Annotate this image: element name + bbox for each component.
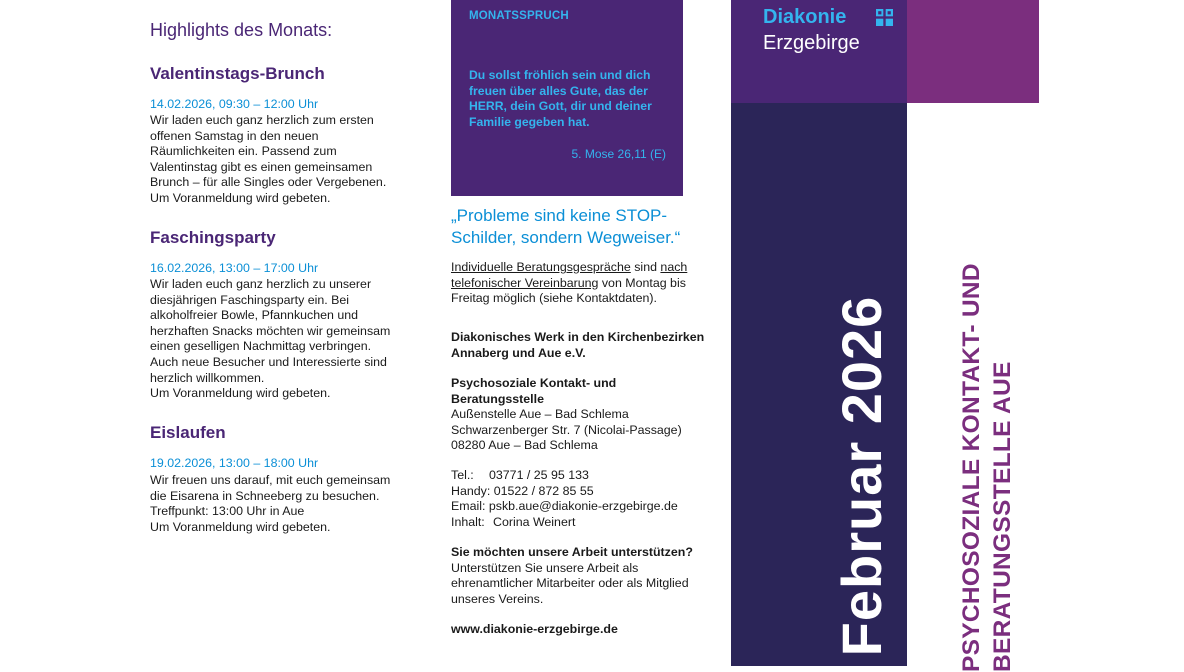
beratung-info: Individuelle Beratungsgespräche sind nach telefonischer Vereinbarung von Montag bis Freitag möglich (siehe Kontaktdaten). — [451, 260, 688, 306]
logo-box — [731, 0, 907, 103]
region-name: Erzgebirge — [763, 32, 860, 54]
event-text-valentine: Wir laden euch ganz herzlich zum ersten offenen Samstag in den neuen Räumlichkeiten ein. Passend zum Valentinstag gibt es einen gemeinsamen Brunch – für alle Singles oder Vergebenen. Um Voranmeldung wird gebeten. — [150, 113, 387, 205]
event-date-valentine: 14.02.2026, 09:30 – 12:00 Uhr — [150, 97, 319, 111]
monatsspruch-box — [451, 0, 683, 196]
monatsspruch-reference: 5. Mose 26,11 (E) — [571, 147, 666, 161]
support-section: Sie möchten unsere Arbeit unterstützen? Unterstützen Sie unsere Arbeit als ehrenamtlicher Mitarbeiter oder als Mitglied unseres Vereins. — [451, 545, 693, 606]
event-date-fasching: 16.02.2026, 13:00 – 17:00 Uhr — [150, 261, 319, 275]
email-address[interactable]: Email: pskb.aue@diakonie-erzgebirge.de — [451, 499, 678, 514]
diakonie-logo-icon — [876, 9, 893, 26]
cover-title-line-1: PSYCHOSOZIALE KONTAKT- UND — [958, 263, 985, 672]
cover-title-line-2: BERATUNGSSTELLE AUE — [989, 361, 1016, 672]
event-title-eislaufen: Eislaufen — [150, 423, 226, 442]
month-title: Februar 2026 — [829, 295, 893, 657]
cover-title-wrap — [947, 132, 1027, 672]
highlights-heading: Highlights des Monats: — [150, 20, 333, 40]
event-title-valentine: Valentinstags-Brunch — [150, 64, 325, 83]
event-title-fasching: Faschingsparty — [150, 228, 276, 247]
brand-name: Diakonie — [763, 6, 847, 28]
event-text-fasching: Wir laden euch ganz herzlich zu unserer diesjährigen Faschingsparty ein. Bei alkoholfreier Bowle, Pfannkuchen und herzhaften Snacks möchten wir gemeinsam einen geselligen Nachmittag verbringen. Auch neue Besucher und Interessierte sind herzlich willkommen. Um Voranmeldung wird gebeten. — [150, 277, 391, 401]
event-date-eislaufen: 19.02.2026, 13:00 – 18:00 Uhr — [150, 456, 319, 470]
monatsspruch-text: Du sollst fröhlich sein und dich freuen über alles Gute, das der HERR, dein Gott, dir und deiner Familie gegeben hat. — [469, 68, 652, 130]
organisation-name: Diakonisches Werk in den Kirchenbezirken Annaberg und Aue e.V. — [451, 330, 705, 360]
mobile-number[interactable]: Handy: 01522 / 872 85 55 — [451, 483, 594, 498]
month-label-wrap — [806, 296, 916, 656]
stelle-address: Psychosoziale Kontakt- und Beratungsstelle Außenstelle Aue – Bad Schlema Schwarzenberger Str. 7 (Nicolai-Passage) 08280 Aue – Bad Schlema — [451, 376, 682, 453]
phone-number[interactable]: 03771 / 25 95 133 — [489, 468, 589, 482]
motto-quote: „Probleme sind keine STOP- Schilder, sondern Wegweiser.“ — [451, 206, 681, 247]
contact-details: Tel.: 03771 / 25 95 133 Handy: 01522 / 872 85 55 Email: pskb.aue@diakonie-erzgebirge.de Inhalt: Corina Weinert — [451, 468, 678, 529]
monatsspruch-label: MONATSSPRUCH — [469, 10, 569, 22]
website-link[interactable]: www.diakonie-erzgebirge.de — [451, 622, 618, 636]
event-text-eislaufen: Wir freuen uns darauf, mit euch gemeinsam die Eisarena in Schneeberg zu besuchen. Treffpunkt: 13:00 Uhr in Aue Um Voranmeldung wird gebeten. — [150, 473, 391, 534]
accent-block — [907, 0, 1039, 103]
